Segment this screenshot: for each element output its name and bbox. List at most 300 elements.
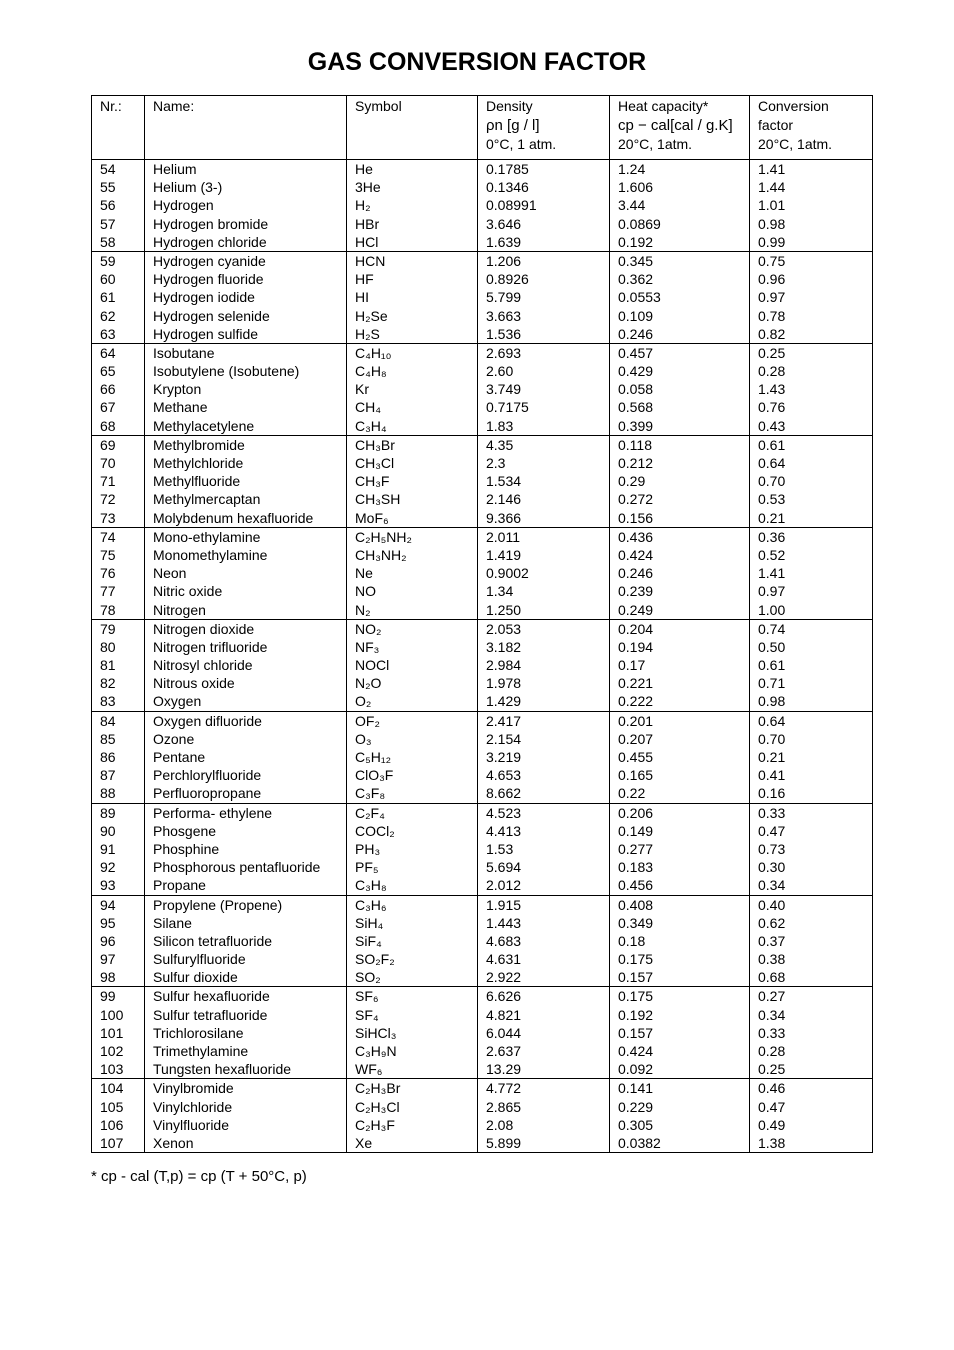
cell-heat-capacity: 0.305: [610, 1116, 750, 1134]
cell-conversion: 0.16: [750, 784, 873, 803]
cell-symbol: C₂H₃F: [347, 1116, 478, 1134]
cell-nr: 57: [92, 215, 145, 233]
cell-nr: 90: [92, 822, 145, 840]
cell-symbol: WF₆: [347, 1060, 478, 1079]
table-row: [92, 692, 873, 711]
cell-name: Silane: [145, 914, 347, 932]
cell-symbol: SF₄: [347, 1006, 478, 1024]
cell-nr: 54: [92, 160, 145, 179]
cell-heat-capacity: 0.17: [610, 656, 750, 674]
cell-conversion: 1.01: [750, 196, 873, 214]
cell-nr: 100: [92, 1006, 145, 1024]
cell-heat-capacity: 0.156: [610, 509, 750, 528]
table-row: [92, 380, 873, 398]
header-density: [478, 96, 610, 160]
table-row: [92, 895, 873, 914]
cell-heat-capacity: 0.408: [610, 895, 750, 914]
header-conv-cond: 20°C, 1atm.: [758, 136, 833, 152]
cell-density: 5.694: [478, 858, 610, 876]
cell-name: Sulfur dioxide: [145, 968, 347, 987]
cell-name: Hydrogen bromide: [145, 215, 347, 233]
table-row: [92, 582, 873, 600]
table-row: [92, 1060, 873, 1079]
cell-name: Vinylbromide: [145, 1079, 347, 1098]
cell-nr: 101: [92, 1024, 145, 1042]
cell-conversion: 0.71: [750, 674, 873, 692]
cell-symbol: NF₃: [347, 638, 478, 656]
cell-conversion: 0.38: [750, 950, 873, 968]
table-row: [92, 822, 873, 840]
cell-conversion: 0.61: [750, 435, 873, 454]
cell-heat-capacity: 0.157: [610, 968, 750, 987]
cell-name: Hydrogen: [145, 196, 347, 214]
cell-nr: 87: [92, 766, 145, 784]
cell-nr: 62: [92, 307, 145, 325]
cell-symbol: CH₃F: [347, 472, 478, 490]
cell-nr: 82: [92, 674, 145, 692]
cell-nr: 69: [92, 435, 145, 454]
cell-heat-capacity: 0.0382: [610, 1134, 750, 1153]
cell-heat-capacity: 0.212: [610, 454, 750, 472]
cell-symbol: C₂F₄: [347, 803, 478, 822]
cell-nr: 55: [92, 178, 145, 196]
cell-conversion: 0.27: [750, 987, 873, 1006]
cell-conversion: 0.50: [750, 638, 873, 656]
cell-density: 4.523: [478, 803, 610, 822]
cell-name: Propylene (Propene): [145, 895, 347, 914]
cell-density: 2.053: [478, 619, 610, 638]
table-row: [92, 1116, 873, 1134]
cell-symbol: C₃F₈: [347, 784, 478, 803]
table-row: [92, 638, 873, 656]
table-row: [92, 160, 873, 179]
cell-heat-capacity: 3.44: [610, 196, 750, 214]
cell-heat-capacity: 0.345: [610, 251, 750, 270]
cell-density: 1.639: [478, 233, 610, 252]
cell-heat-capacity: 0.149: [610, 822, 750, 840]
cell-conversion: 0.25: [750, 1060, 873, 1079]
cell-name: Hydrogen cyanide: [145, 251, 347, 270]
cell-name: Oxygen difluoride: [145, 711, 347, 730]
cell-conversion: 0.53: [750, 490, 873, 508]
table-row: [92, 288, 873, 306]
cell-density: 4.821: [478, 1006, 610, 1024]
cell-nr: 79: [92, 619, 145, 638]
cell-symbol: C₂H₃Cl: [347, 1098, 478, 1116]
table-row: [92, 803, 873, 822]
cell-density: 1.53: [478, 840, 610, 858]
cell-heat-capacity: 0.207: [610, 730, 750, 748]
cell-density: 2.637: [478, 1042, 610, 1060]
table-header-row: [92, 96, 873, 160]
cell-density: 0.1785: [478, 160, 610, 179]
cell-heat-capacity: 0.246: [610, 325, 750, 344]
cell-name: Vinylfluoride: [145, 1116, 347, 1134]
cell-nr: 91: [92, 840, 145, 858]
header-symbol: Symbol: [347, 96, 478, 160]
cell-name: Nitrous oxide: [145, 674, 347, 692]
header-conv-label: Conversion: [758, 98, 829, 114]
cell-nr: 80: [92, 638, 145, 656]
cell-nr: 102: [92, 1042, 145, 1060]
table-row: [92, 398, 873, 416]
cell-conversion: 0.62: [750, 914, 873, 932]
header-density-unit: ρn [g / l]: [486, 117, 540, 134]
cell-density: 2.693: [478, 343, 610, 362]
cell-density: 2.3: [478, 454, 610, 472]
cell-symbol: He: [347, 160, 478, 179]
cell-symbol: C₃H₈: [347, 876, 478, 895]
cell-name: Nitrogen dioxide: [145, 619, 347, 638]
cell-name: Methylbromide: [145, 435, 347, 454]
cell-heat-capacity: 0.222: [610, 692, 750, 711]
cell-symbol: NO: [347, 582, 478, 600]
cell-conversion: 0.34: [750, 1006, 873, 1024]
cell-conversion: 0.33: [750, 803, 873, 822]
cell-nr: 70: [92, 454, 145, 472]
cell-heat-capacity: 0.204: [610, 619, 750, 638]
cell-name: Hydrogen selenide: [145, 307, 347, 325]
cell-conversion: 0.70: [750, 472, 873, 490]
table-row: [92, 932, 873, 950]
cell-symbol: C₃H₆: [347, 895, 478, 914]
cell-heat-capacity: 1.606: [610, 178, 750, 196]
table-row: [92, 564, 873, 582]
cell-name: Nitrogen: [145, 601, 347, 620]
table-row: [92, 748, 873, 766]
cell-name: Trichlorosilane: [145, 1024, 347, 1042]
cell-name: Helium (3-): [145, 178, 347, 196]
cell-nr: 83: [92, 692, 145, 711]
cell-density: 4.683: [478, 932, 610, 950]
cell-name: Oxygen: [145, 692, 347, 711]
cell-density: 2.08: [478, 1116, 610, 1134]
cell-conversion: 0.96: [750, 270, 873, 288]
cell-density: 1.250: [478, 601, 610, 620]
table-row: [92, 454, 873, 472]
cell-conversion: 1.41: [750, 564, 873, 582]
cell-conversion: 0.68: [750, 968, 873, 987]
cell-conversion: 1.38: [750, 1134, 873, 1153]
cell-nr: 60: [92, 270, 145, 288]
cell-heat-capacity: 0.456: [610, 876, 750, 895]
table-row: [92, 215, 873, 233]
header-heat-cond: 20°C, 1atm.: [618, 136, 693, 152]
cell-symbol: Xe: [347, 1134, 478, 1153]
cell-density: 1.443: [478, 914, 610, 932]
cell-conversion: 0.98: [750, 692, 873, 711]
cell-symbol: HCl: [347, 233, 478, 252]
cell-symbol: C₅H₁₂: [347, 748, 478, 766]
cell-density: 1.419: [478, 546, 610, 564]
cell-name: Perchlorylfluoride: [145, 766, 347, 784]
cell-conversion: 0.46: [750, 1079, 873, 1098]
cell-density: 1.534: [478, 472, 610, 490]
cell-name: Sulfur tetrafluoride: [145, 1006, 347, 1024]
cell-nr: 68: [92, 417, 145, 436]
cell-conversion: 1.44: [750, 178, 873, 196]
cell-conversion: 0.74: [750, 619, 873, 638]
cell-name: Methylacetylene: [145, 417, 347, 436]
table-row: [92, 233, 873, 252]
cell-density: 1.915: [478, 895, 610, 914]
cell-density: 4.35: [478, 435, 610, 454]
cell-nr: 86: [92, 748, 145, 766]
cell-name: Hydrogen fluoride: [145, 270, 347, 288]
cell-conversion: 0.98: [750, 215, 873, 233]
cell-name: Nitrosyl chloride: [145, 656, 347, 674]
cell-conversion: 0.43: [750, 417, 873, 436]
cell-conversion: 0.99: [750, 233, 873, 252]
table-row: [92, 490, 873, 508]
cell-density: 4.653: [478, 766, 610, 784]
cell-name: Phosgene: [145, 822, 347, 840]
cell-heat-capacity: 0.399: [610, 417, 750, 436]
table-row: [92, 307, 873, 325]
cell-conversion: 0.73: [750, 840, 873, 858]
cell-conversion: 0.28: [750, 362, 873, 380]
cell-symbol: Kr: [347, 380, 478, 398]
cell-heat-capacity: 0.201: [610, 711, 750, 730]
cell-density: 0.8926: [478, 270, 610, 288]
cell-density: 1.34: [478, 582, 610, 600]
table-row: [92, 178, 873, 196]
cell-name: Xenon: [145, 1134, 347, 1153]
cell-heat-capacity: 1.24: [610, 160, 750, 179]
cell-conversion: 0.28: [750, 1042, 873, 1060]
cell-conversion: 0.21: [750, 509, 873, 528]
cell-symbol: H₂S: [347, 325, 478, 344]
cell-heat-capacity: 0.457: [610, 343, 750, 362]
cell-nr: 61: [92, 288, 145, 306]
cell-symbol: SF₆: [347, 987, 478, 1006]
cell-conversion: 0.30: [750, 858, 873, 876]
table-row: [92, 1024, 873, 1042]
cell-conversion: 0.34: [750, 876, 873, 895]
cell-name: Methylchloride: [145, 454, 347, 472]
cell-name: Pentane: [145, 748, 347, 766]
header-density-cond: 0°C, 1 atm.: [486, 136, 557, 152]
cell-density: 9.366: [478, 509, 610, 528]
cell-symbol: CH₃Br: [347, 435, 478, 454]
cell-nr: 104: [92, 1079, 145, 1098]
header-density-label: Density: [486, 98, 533, 114]
cell-heat-capacity: 0.183: [610, 858, 750, 876]
cell-symbol: C₂H₅NH₂: [347, 527, 478, 546]
cell-conversion: 0.82: [750, 325, 873, 344]
cell-symbol: HI: [347, 288, 478, 306]
cell-nr: 107: [92, 1134, 145, 1153]
cell-symbol: NO₂: [347, 619, 478, 638]
cell-nr: 99: [92, 987, 145, 1006]
cell-name: Phosphorous pentafluoride: [145, 858, 347, 876]
cell-heat-capacity: 0.272: [610, 490, 750, 508]
table-row: [92, 527, 873, 546]
cell-name: Monomethylamine: [145, 546, 347, 564]
table-row: [92, 950, 873, 968]
cell-symbol: N₂O: [347, 674, 478, 692]
cell-nr: 67: [92, 398, 145, 416]
table-row: [92, 711, 873, 730]
table-row: [92, 987, 873, 1006]
cell-density: 6.044: [478, 1024, 610, 1042]
cell-density: 3.182: [478, 638, 610, 656]
gas-conversion-table: [91, 95, 873, 1153]
cell-heat-capacity: 0.455: [610, 748, 750, 766]
cell-name: Neon: [145, 564, 347, 582]
cell-name: Sulfur hexafluoride: [145, 987, 347, 1006]
cell-name: Trimethylamine: [145, 1042, 347, 1060]
table-row: [92, 251, 873, 270]
table-row: [92, 270, 873, 288]
cell-heat-capacity: 0.192: [610, 233, 750, 252]
cell-nr: 93: [92, 876, 145, 895]
cell-nr: 65: [92, 362, 145, 380]
cell-heat-capacity: 0.194: [610, 638, 750, 656]
header-heat-unit: cp − cal[cal / g.K]: [618, 117, 733, 134]
cell-nr: 88: [92, 784, 145, 803]
cell-name: Performa- ethylene: [145, 803, 347, 822]
cell-name: Silicon tetrafluoride: [145, 932, 347, 950]
cell-nr: 64: [92, 343, 145, 362]
table-row: [92, 858, 873, 876]
cell-name: Ozone: [145, 730, 347, 748]
cell-conversion: 1.43: [750, 380, 873, 398]
cell-symbol: PH₃: [347, 840, 478, 858]
table-row: [92, 876, 873, 895]
cell-heat-capacity: 0.175: [610, 987, 750, 1006]
table-body: [92, 160, 873, 1153]
cell-nr: 71: [92, 472, 145, 490]
cell-nr: 77: [92, 582, 145, 600]
cell-conversion: 0.37: [750, 932, 873, 950]
header-conv-label2: factor: [758, 117, 794, 133]
cell-conversion: 1.41: [750, 160, 873, 179]
cell-heat-capacity: 0.221: [610, 674, 750, 692]
cell-name: Tungsten hexafluoride: [145, 1060, 347, 1079]
cell-name: Nitrogen trifluoride: [145, 638, 347, 656]
cell-nr: 78: [92, 601, 145, 620]
cell-conversion: 0.76: [750, 398, 873, 416]
cell-density: 2.984: [478, 656, 610, 674]
cell-name: Propane: [145, 876, 347, 895]
header-name: Name:: [145, 96, 347, 160]
table-row: [92, 325, 873, 344]
cell-nr: 96: [92, 932, 145, 950]
table-row: [92, 472, 873, 490]
cell-name: Phosphine: [145, 840, 347, 858]
cell-symbol: COCl₂: [347, 822, 478, 840]
cell-density: 0.9002: [478, 564, 610, 582]
cell-symbol: SiF₄: [347, 932, 478, 950]
header-conversion: [750, 96, 873, 160]
table-row: [92, 730, 873, 748]
cell-heat-capacity: 0.118: [610, 435, 750, 454]
cell-heat-capacity: 0.206: [610, 803, 750, 822]
table-row: [92, 784, 873, 803]
cell-name: Mono-ethylamine: [145, 527, 347, 546]
cell-density: 1.536: [478, 325, 610, 344]
cell-nr: 84: [92, 711, 145, 730]
cell-heat-capacity: 0.165: [610, 766, 750, 784]
cell-density: 1.978: [478, 674, 610, 692]
cell-heat-capacity: 0.239: [610, 582, 750, 600]
table-row: [92, 601, 873, 620]
cell-density: 0.7175: [478, 398, 610, 416]
cell-name: Molybdenum hexafluoride: [145, 509, 347, 528]
cell-name: Helium: [145, 160, 347, 179]
table-row: [92, 914, 873, 932]
cell-nr: 74: [92, 527, 145, 546]
cell-symbol: CH₄: [347, 398, 478, 416]
cell-conversion: 0.52: [750, 546, 873, 564]
cell-symbol: CH₃NH₂: [347, 546, 478, 564]
cell-nr: 72: [92, 490, 145, 508]
cell-heat-capacity: 0.109: [610, 307, 750, 325]
cell-nr: 97: [92, 950, 145, 968]
cell-density: 13.29: [478, 1060, 610, 1079]
cell-density: 2.60: [478, 362, 610, 380]
cell-heat-capacity: 0.246: [610, 564, 750, 582]
cell-symbol: OF₂: [347, 711, 478, 730]
cell-heat-capacity: 0.362: [610, 270, 750, 288]
cell-heat-capacity: 0.349: [610, 914, 750, 932]
table-row: [92, 840, 873, 858]
cell-density: 3.749: [478, 380, 610, 398]
cell-heat-capacity: 0.229: [610, 1098, 750, 1116]
cell-name: Perfluoropropane: [145, 784, 347, 803]
cell-conversion: 0.21: [750, 748, 873, 766]
cell-heat-capacity: 0.0869: [610, 215, 750, 233]
cell-conversion: 0.78: [750, 307, 873, 325]
cell-symbol: C₃H₉N: [347, 1042, 478, 1060]
cell-symbol: H₂: [347, 196, 478, 214]
header-heat-capacity: [610, 96, 750, 160]
cell-nr: 75: [92, 546, 145, 564]
table-row: [92, 1098, 873, 1116]
cell-density: 2.417: [478, 711, 610, 730]
cell-conversion: 0.97: [750, 582, 873, 600]
cell-name: Methylmercaptan: [145, 490, 347, 508]
table-row: [92, 1042, 873, 1060]
table-row: [92, 546, 873, 564]
cell-nr: 106: [92, 1116, 145, 1134]
cell-nr: 73: [92, 509, 145, 528]
cell-heat-capacity: 0.058: [610, 380, 750, 398]
cell-nr: 105: [92, 1098, 145, 1116]
table-row: [92, 1079, 873, 1098]
cell-conversion: 1.00: [750, 601, 873, 620]
cell-conversion: 0.97: [750, 288, 873, 306]
cell-name: Vinylchloride: [145, 1098, 347, 1116]
cell-symbol: NOCl: [347, 656, 478, 674]
footnote: * cp - cal (T,p) = cp (T + 50°C, p): [91, 1168, 307, 1185]
header-heat-label: Heat capacity*: [618, 98, 709, 114]
cell-symbol: C₄H₁₀: [347, 343, 478, 362]
cell-symbol: MoF₆: [347, 509, 478, 528]
cell-density: 4.772: [478, 1079, 610, 1098]
cell-name: Methane: [145, 398, 347, 416]
table-row: [92, 435, 873, 454]
cell-name: Isobutylene (Isobutene): [145, 362, 347, 380]
cell-symbol: SiH₄: [347, 914, 478, 932]
cell-conversion: 0.25: [750, 343, 873, 362]
table-row: [92, 362, 873, 380]
cell-symbol: H₂Se: [347, 307, 478, 325]
cell-conversion: 0.61: [750, 656, 873, 674]
cell-symbol: SO₂: [347, 968, 478, 987]
cell-symbol: HCN: [347, 251, 478, 270]
